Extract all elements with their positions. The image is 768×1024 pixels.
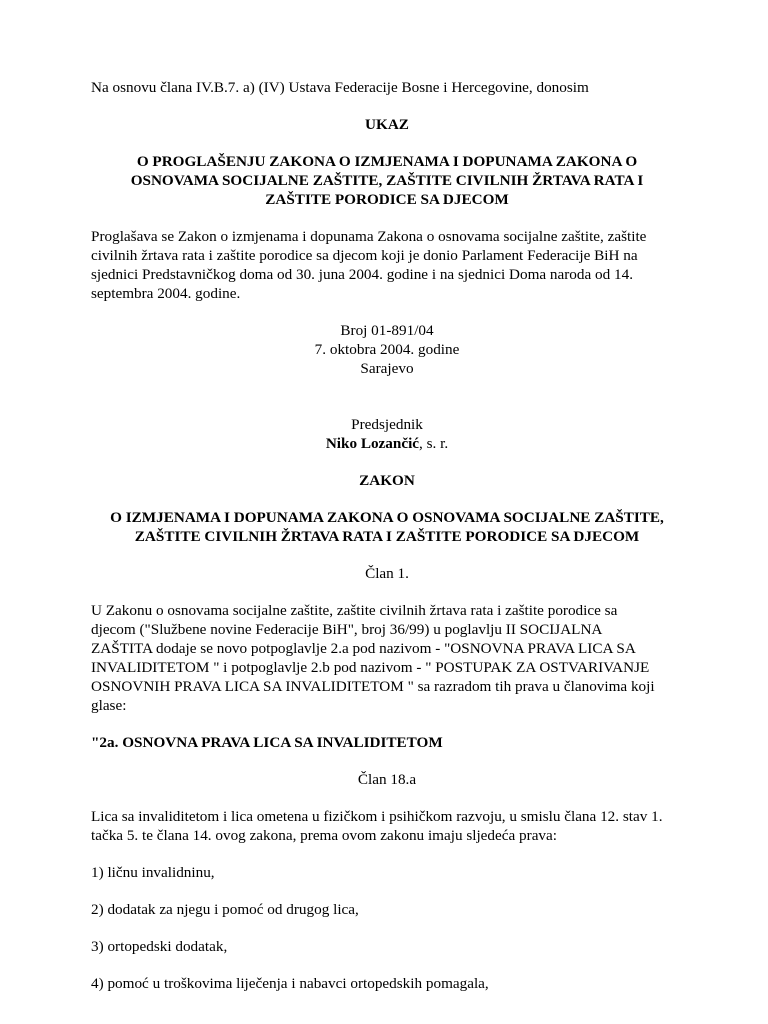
reference-date: 7. oktobra 2004. godine xyxy=(314,341,460,358)
clan1-line: ZAŠTITA dodaje se novo potpoglavlje 2.a pod nazivom - "OSNOVNA PRAVA LICA SA xyxy=(91,640,636,657)
signature-suffix: , s. r. xyxy=(419,435,449,452)
document-page xyxy=(91,78,683,993)
signature-role: Predsjednik xyxy=(351,416,423,433)
clan1-line: glase: xyxy=(91,697,127,714)
right-item: 1) ličnu invalidninu, xyxy=(91,864,215,881)
clan1-line: djecom ("Službene novine Federacije BiH", broj 36/99) u poglavlju II SOCIJALNA xyxy=(91,621,603,638)
reference-place: Sarajevo xyxy=(360,360,414,377)
proclamation-line: septembra 2004. godine. xyxy=(91,285,241,302)
reference-number: Broj 01-891/04 xyxy=(340,322,434,339)
right-item: 3) ortopedski dodatak, xyxy=(91,938,228,955)
zakon-title: ZAKON xyxy=(359,472,415,489)
clan1-paragraph xyxy=(91,601,683,715)
ukaz-title: UKAZ xyxy=(365,116,409,133)
zakon-subtitle-line: ZAŠTITE CIVILNIH ŽRTAVA RATA I ZAŠTITE PORODICE SA DJECOM xyxy=(134,528,640,545)
ukaz-subtitle-line: ZAŠTITE PORODICE SA DJECOM xyxy=(265,191,509,208)
proclamation-line: civilnih žrtava rata i zaštite porodice sa djecom koji je donio Parlament Federacije BiH na xyxy=(91,247,638,264)
proclamation-line: sjednici Predstavničkog doma od 30. juna 2004. godine i na sjednici Doma naroda od 14. xyxy=(91,266,634,283)
reference-block xyxy=(91,321,683,378)
clan1-line: U Zakonu o osnovama socijalne zaštite, zaštite civilnih žrtava rata i zaštite porodice sa xyxy=(91,602,618,619)
zakon-subtitle xyxy=(91,508,683,546)
ukaz-subtitle xyxy=(91,152,683,209)
signature-line xyxy=(91,434,683,453)
ukaz-subtitle-line: O PROGLAŠENJU ZAKONA O IZMJENAMA I DOPUNAMA ZAKONA O xyxy=(136,153,638,170)
ukaz-subtitle-line: OSNOVAMA SOCIJALNE ZAŠTITE, ZAŠTITE CIVILNIH ŽRTAVA RATA I xyxy=(130,172,644,189)
zakon-subtitle-line: O IZMJENAMA I DOPUNAMA ZAKONA O OSNOVAMA SOCIJALNE ZAŠTITE, xyxy=(110,509,664,526)
proclamation-paragraph xyxy=(91,227,683,303)
clan18a-paragraph xyxy=(91,807,683,845)
signature-name: Niko Lozančić xyxy=(325,435,420,452)
clan18a-line: Lica sa invaliditetom i lica ometena u fizičkom i psihičkom razvoju, u smislu člana 12. stav 1. xyxy=(91,808,663,825)
signature-block xyxy=(91,415,683,453)
proclamation-line: Proglašava se Zakon o izmjenama i dopunama Zakona o osnovama socijalne zaštite, zaštite xyxy=(91,228,647,245)
clan18a-heading: Član 18.a xyxy=(357,771,417,788)
clan18a-line: tačka 5. te člana 14. ovog zakona, prema ovom zakonu imaju sljedeća prava: xyxy=(91,827,557,844)
intro-text: Na osnovu člana IV.B.7. a) (IV) Ustava Federacije Bosne i Hercegovine, donosim xyxy=(91,79,589,96)
clan1-line: OSNOVNIH PRAVA LICA SA INVALIDITETOM " sa razradom tih prava u članovima koji xyxy=(91,678,655,695)
clan1-heading: Član 1. xyxy=(365,565,409,582)
right-item: 4) pomoć u troškovima liječenja i nabavci ortopedskih pomagala, xyxy=(91,975,489,992)
clan1-line: INVALIDITETOM " i potpoglavlje 2.b pod nazivom - " POSTUPAK ZA OSTVARIVANJE xyxy=(91,659,650,676)
right-item: 2) dodatak za njegu i pomoć od drugog lica, xyxy=(91,901,359,918)
section-2a-heading: "2a. OSNOVNA PRAVA LICA SA INVALIDITETOM xyxy=(91,734,443,751)
